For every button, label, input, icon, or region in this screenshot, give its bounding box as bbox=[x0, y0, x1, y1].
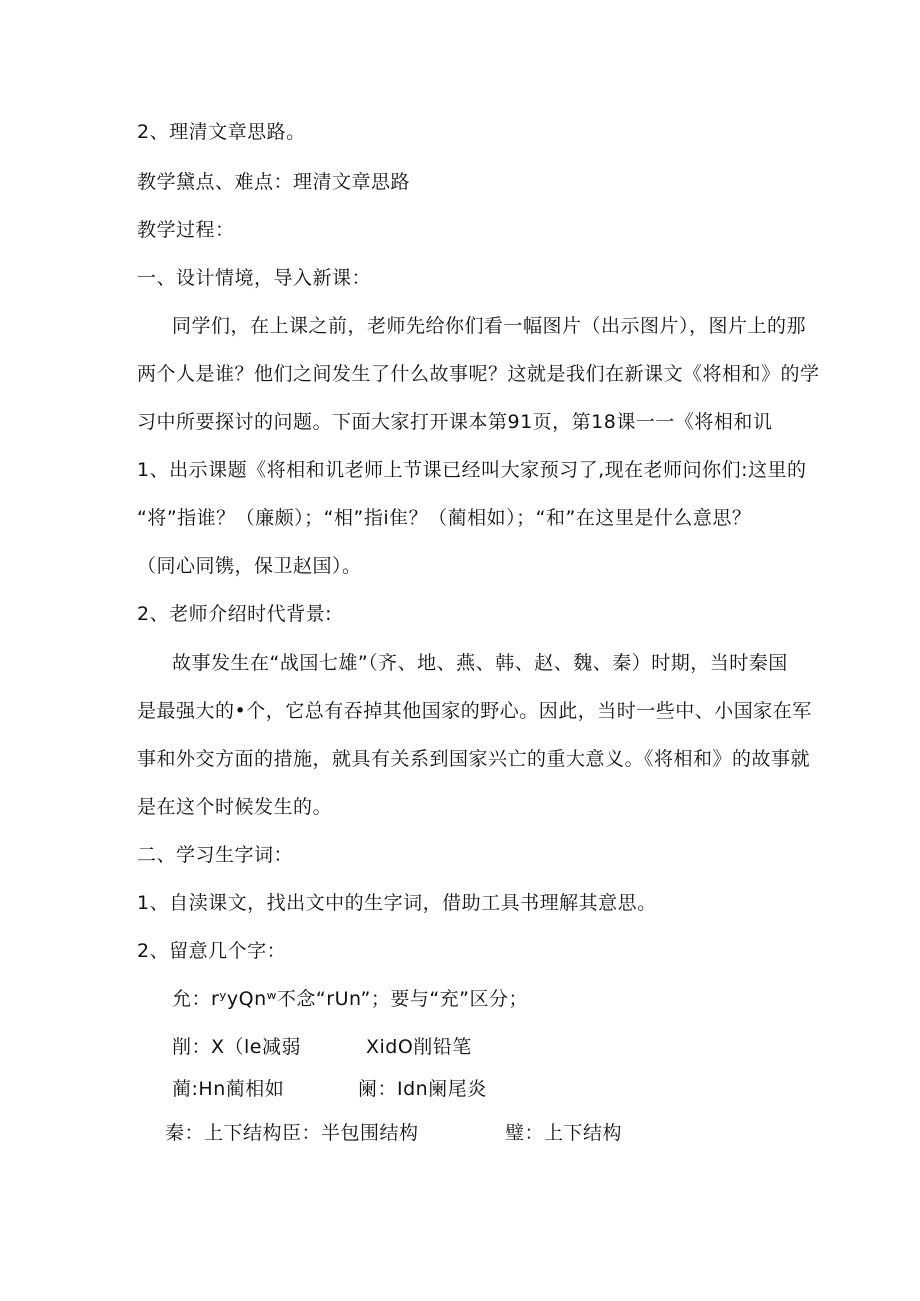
char-bi: 璧：上下结构 bbox=[505, 1122, 623, 1144]
char-xue-weaken: 削：X（le减弱 bbox=[172, 1036, 301, 1058]
section-2-heading: 二、学习生字词： bbox=[137, 844, 294, 866]
vocab-step-1: 1、自渎课文，找出文中的生字词，借助工具书理解其意思。 bbox=[137, 892, 657, 914]
background-paragraph-line: 故事发生在“战国七雄”（齐、地、燕、韩、赵、魏、秦）时期，当时秦国 bbox=[172, 652, 788, 674]
char-yun: 允：rʸyQnʷ不念“rUn”；要与“充”区分； bbox=[172, 988, 529, 1010]
char-lan: 阑：Idn阑尾炎 bbox=[358, 1078, 487, 1100]
objective-2: 2、理清文章思路。 bbox=[137, 121, 306, 143]
intro-paragraph-line: 两个人是谁？他们之间发生了什么故事呢？这就是我们在新课文《将相和》的学 bbox=[137, 363, 820, 385]
step-1-line: 1、出示课题《将相和讥老师上节课已经叫大家预习了,现在老师问你们:这里的 bbox=[137, 459, 807, 481]
step-1-line: （同心同镌，保卫赵国）。 bbox=[137, 555, 362, 577]
background-paragraph-line: 是在这个时候发生的。 bbox=[137, 796, 333, 818]
process-heading: 教学过程： bbox=[137, 219, 235, 241]
step-2-heading: 2、老师介绍时代背景: bbox=[137, 603, 332, 625]
char-xue-sharpen: XidO削铅笔 bbox=[366, 1036, 472, 1058]
section-1-heading: 一、设计情境，导入新课： bbox=[137, 267, 372, 289]
background-paragraph-line: 是最强大的•个，它总有吞掉其他国家的野心。因此，当时一些中、小国家在军 bbox=[137, 700, 812, 722]
vocab-step-2: 2、留意几个字： bbox=[137, 940, 287, 962]
intro-paragraph-line: 习中所要探讨的问题。下面大家打开课本第91页，第18课一一《将相和讥 bbox=[137, 411, 773, 433]
step-1-line: “将”指谁？（廉颇）；“相”指i隹？（蔺相如）；“和”在这里是什么意思？ bbox=[137, 507, 752, 529]
intro-paragraph-line: 同学们，在上课之前，老师先给你们看一幅图片（出示图片），图片上的那 bbox=[172, 315, 807, 337]
key-points: 教学黛点、难点：理清文章思路 bbox=[137, 171, 411, 193]
char-lin: 蔺:Hn蔺相如 bbox=[172, 1078, 285, 1100]
char-qin: 秦：上下结构臣：半包围结构 bbox=[165, 1122, 419, 1144]
background-paragraph-line: 事和外交方面的措施，就具有关系到国家兴亡的重大意义。《将相和》的故事就 bbox=[137, 748, 811, 770]
